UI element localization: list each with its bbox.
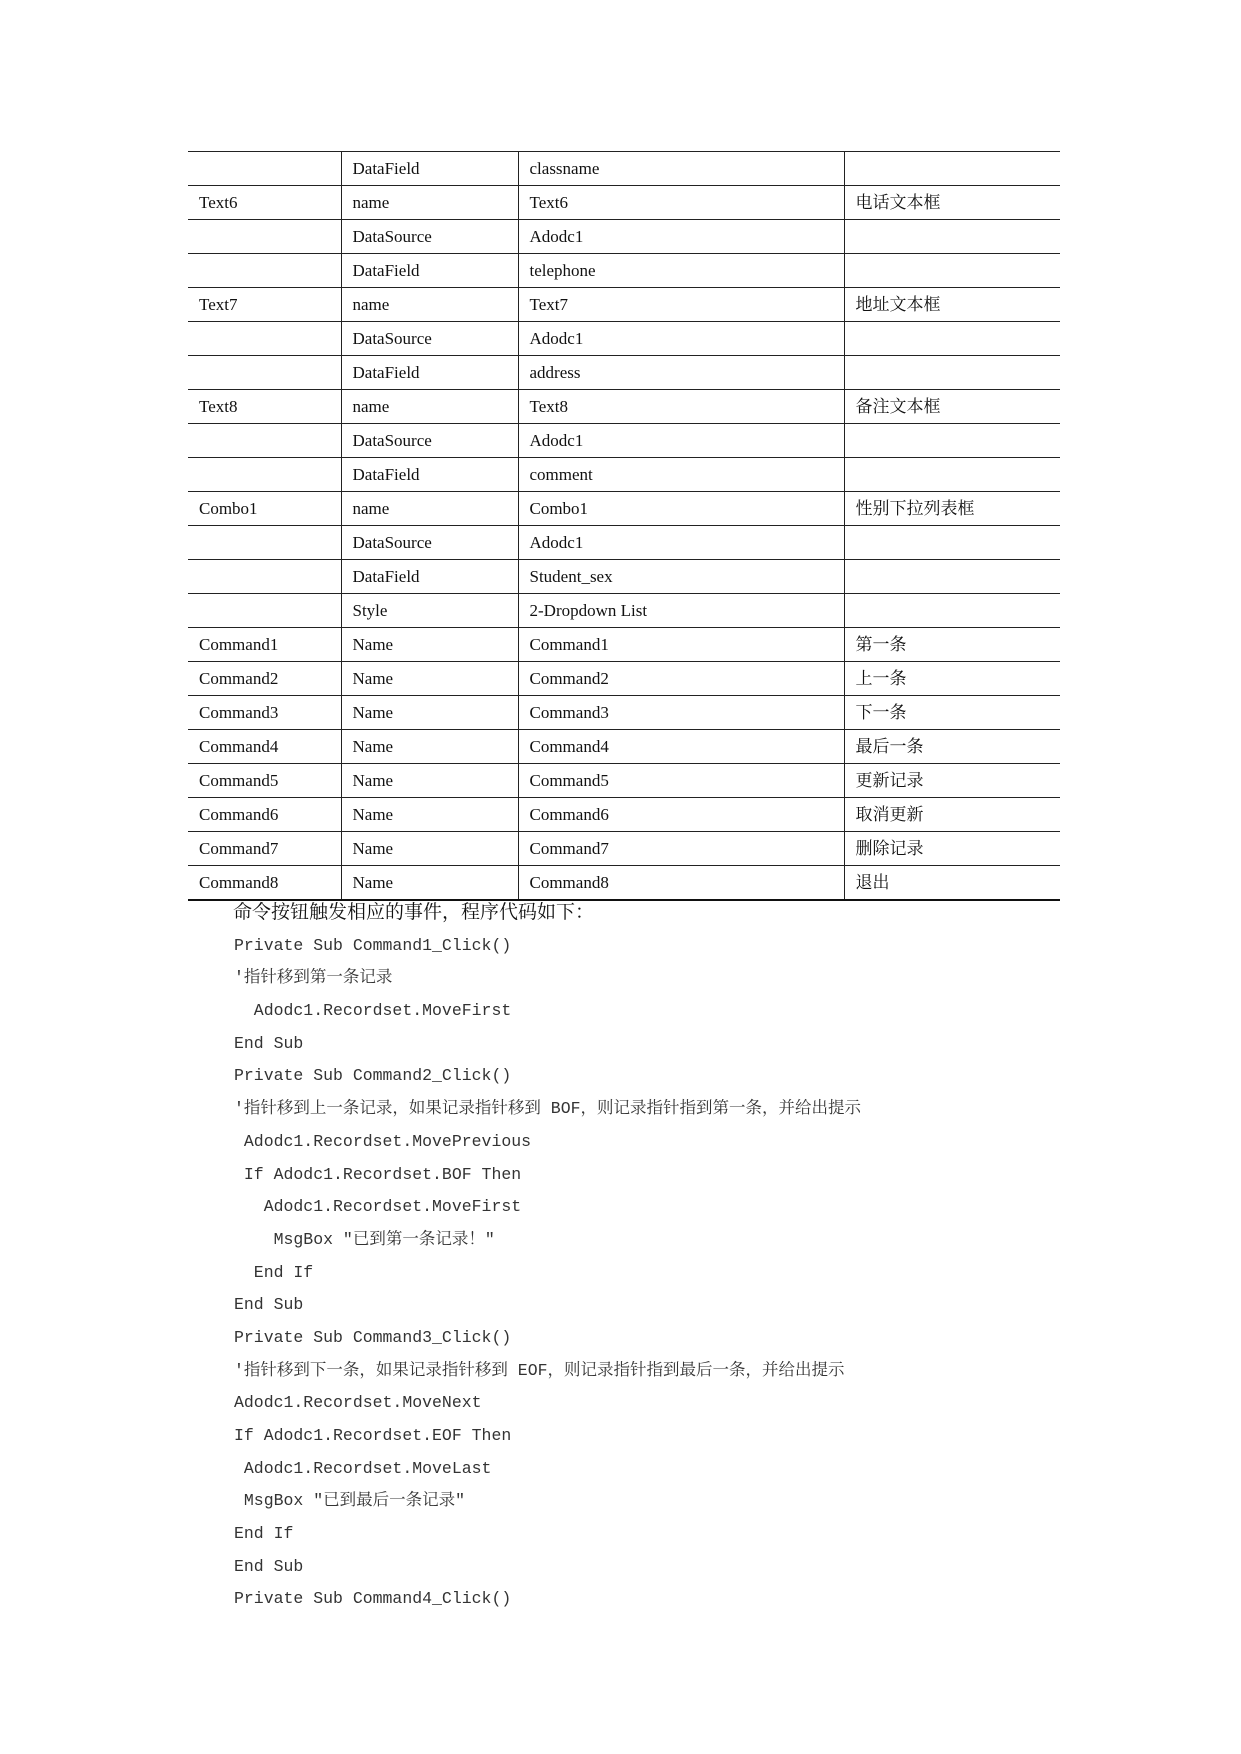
table-row <box>188 594 1060 628</box>
description-cell <box>844 220 1060 254</box>
description-cell: 退出 <box>844 866 1060 901</box>
value-cell: Adodc1 <box>518 322 844 356</box>
control-cell <box>188 322 341 356</box>
control-cell: Command3 <box>188 696 341 730</box>
code-line: End Sub <box>234 1295 304 1315</box>
description-cell <box>844 560 1060 594</box>
control-cell <box>188 152 341 186</box>
description-cell: 上一条 <box>844 662 1060 696</box>
control-cell: Command1 <box>188 628 341 662</box>
property-cell: DataField <box>341 458 518 492</box>
code-line: Adodc1.Recordset.MovePrevious <box>234 1131 532 1151</box>
control-cell: Command5 <box>188 764 341 798</box>
description-cell <box>844 424 1060 458</box>
description-cell <box>844 152 1060 186</box>
value-cell: Command8 <box>518 866 844 901</box>
control-cell <box>188 458 341 492</box>
code-line: Adodc1.Recordset.MoveFirst <box>234 1001 512 1021</box>
table-row <box>188 322 1060 356</box>
description-cell: 取消更新 <box>844 798 1060 832</box>
table-row <box>188 492 1060 526</box>
property-cell: Name <box>341 696 518 730</box>
code-line: Adodc1.Recordset.MoveFirst <box>234 1197 522 1217</box>
description-cell: 删除记录 <box>844 832 1060 866</box>
control-cell <box>188 220 341 254</box>
value-cell: Command6 <box>518 798 844 832</box>
code-line: '指针移到第一条记录 <box>234 968 393 988</box>
value-cell: Command4 <box>518 730 844 764</box>
code-line: Adodc1.Recordset.MoveLast <box>234 1458 492 1478</box>
table-row <box>188 458 1060 492</box>
code-section <box>234 897 1054 1616</box>
control-cell <box>188 424 341 458</box>
property-cell: name <box>341 288 518 322</box>
code-line: End If <box>234 1262 314 1282</box>
table-row <box>188 866 1060 901</box>
table-row <box>188 254 1060 288</box>
description-cell <box>844 356 1060 390</box>
control-cell: Command6 <box>188 798 341 832</box>
property-cell: name <box>341 492 518 526</box>
table-row <box>188 730 1060 764</box>
control-cell: Command8 <box>188 866 341 901</box>
control-cell: Text8 <box>188 390 341 424</box>
code-line: If Adodc1.Recordset.EOF Then <box>234 1426 512 1445</box>
code-line: End Sub <box>234 1556 304 1576</box>
table-row <box>188 832 1060 866</box>
property-cell: DataField <box>341 254 518 288</box>
control-cell: Command7 <box>188 832 341 866</box>
control-cell: Command2 <box>188 662 341 696</box>
property-cell: Name <box>341 764 518 798</box>
table-row <box>188 186 1060 220</box>
table-row <box>188 662 1060 696</box>
code-line: End Sub <box>234 1033 304 1053</box>
code-line: MsgBox "已到第一条记录！" <box>234 1229 495 1249</box>
property-cell: Name <box>341 832 518 866</box>
value-cell: Text8 <box>518 390 844 424</box>
table-body <box>188 152 1060 901</box>
value-cell: Command2 <box>518 662 844 696</box>
table-row <box>188 220 1060 254</box>
code-line: '指针移到上一条记录，如果记录指针移到 BOF，则记录指针指到第一条，并给出提示 <box>234 1099 862 1119</box>
table-row <box>188 764 1060 798</box>
table-row <box>188 288 1060 322</box>
control-cell <box>188 560 341 594</box>
code-line: Private Sub Command4_Click() <box>234 1589 512 1609</box>
value-cell: Command5 <box>518 764 844 798</box>
code-block <box>234 930 1054 1616</box>
description-cell: 最后一条 <box>844 730 1060 764</box>
value-cell: comment <box>518 458 844 492</box>
property-cell: name <box>341 390 518 424</box>
description-cell: 下一条 <box>844 696 1060 730</box>
code-line: Adodc1.Recordset.MoveNext <box>234 1393 482 1413</box>
value-cell: Adodc1 <box>518 424 844 458</box>
description-cell: 备注文本框 <box>844 390 1060 424</box>
control-cell: Command4 <box>188 730 341 764</box>
table-row <box>188 424 1060 458</box>
description-cell <box>844 594 1060 628</box>
value-cell: classname <box>518 152 844 186</box>
description-cell: 第一条 <box>844 628 1060 662</box>
table-row <box>188 696 1060 730</box>
table-row <box>188 356 1060 390</box>
description-cell: 地址文本框 <box>844 288 1060 322</box>
control-cell <box>188 594 341 628</box>
table-row <box>188 152 1060 186</box>
code-line: '指针移到下一条，如果记录指针移到 EOF，则记录指针指到最后一条，并给出提示 <box>234 1360 845 1380</box>
property-cell: Name <box>341 662 518 696</box>
description-cell: 性别下拉列表框 <box>844 492 1060 526</box>
code-line: Private Sub Command3_Click() <box>234 1327 512 1347</box>
property-cell: Name <box>341 798 518 832</box>
value-cell: Adodc1 <box>518 220 844 254</box>
code-line: End If <box>234 1524 294 1544</box>
value-cell: telephone <box>518 254 844 288</box>
control-cell: Combo1 <box>188 492 341 526</box>
control-cell: Text6 <box>188 186 341 220</box>
code-line: MsgBox "已到最后一条记录" <box>234 1491 466 1511</box>
value-cell: Command7 <box>518 832 844 866</box>
table-row <box>188 390 1060 424</box>
property-cell: DataSource <box>341 322 518 356</box>
table-row <box>188 526 1060 560</box>
description-cell <box>844 458 1060 492</box>
code-line: If Adodc1.Recordset.BOF Then <box>234 1164 522 1184</box>
property-cell: DataField <box>341 152 518 186</box>
control-cell: Text7 <box>188 288 341 322</box>
property-cell: name <box>341 186 518 220</box>
value-cell: Combo1 <box>518 492 844 526</box>
value-cell: Student_sex <box>518 560 844 594</box>
code-line: Private Sub Command2_Click() <box>234 1066 512 1086</box>
property-cell: Name <box>341 866 518 901</box>
property-cell: DataSource <box>341 220 518 254</box>
table-row <box>188 798 1060 832</box>
code-line: Private Sub Command1_Click() <box>234 935 512 955</box>
property-cell: DataSource <box>341 526 518 560</box>
control-cell <box>188 254 341 288</box>
description-cell: 更新记录 <box>844 764 1060 798</box>
value-cell: Command3 <box>518 696 844 730</box>
property-cell: Name <box>341 730 518 764</box>
value-cell: 2-Dropdown List <box>518 594 844 628</box>
value-cell: Command1 <box>518 628 844 662</box>
property-cell: DataSource <box>341 424 518 458</box>
value-cell: Text6 <box>518 186 844 220</box>
value-cell: Adodc1 <box>518 526 844 560</box>
table-row <box>188 628 1060 662</box>
control-cell <box>188 356 341 390</box>
value-cell: Text7 <box>518 288 844 322</box>
description-cell <box>844 526 1060 560</box>
property-cell: DataField <box>341 560 518 594</box>
code-intro-text: 命令按钮触发相应的事件，程序代码如下： <box>233 902 595 923</box>
property-cell: Name <box>341 628 518 662</box>
table-row <box>188 560 1060 594</box>
description-cell <box>844 322 1060 356</box>
description-cell: 电话文本框 <box>844 186 1060 220</box>
value-cell: address <box>518 356 844 390</box>
description-cell <box>844 254 1060 288</box>
property-cell: DataField <box>341 356 518 390</box>
control-cell <box>188 526 341 560</box>
property-cell: Style <box>341 594 518 628</box>
control-properties-table <box>188 151 1060 901</box>
